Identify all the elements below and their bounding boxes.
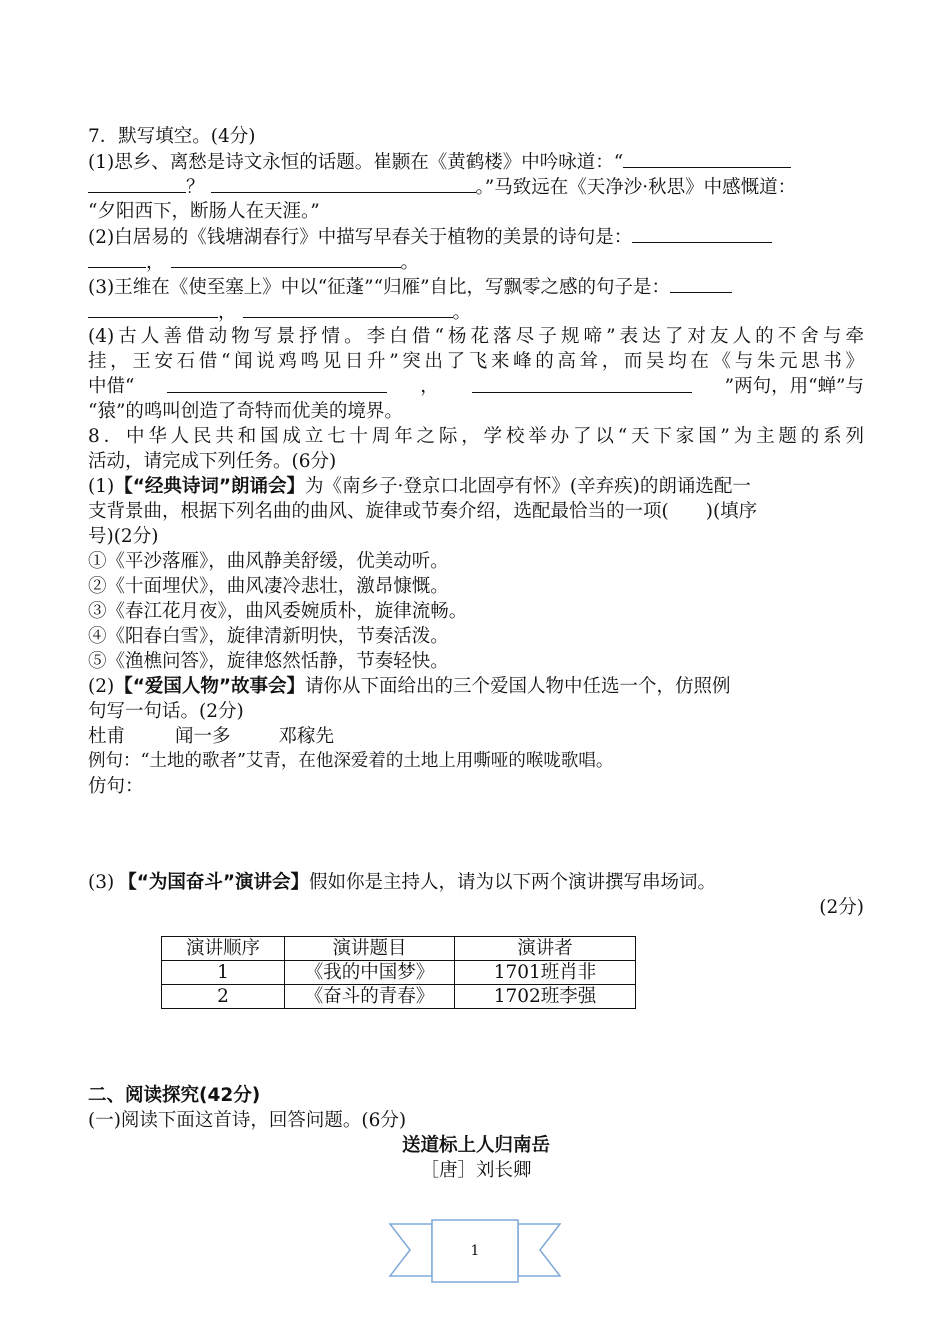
q7-part2-line2: ， 。 <box>88 249 864 274</box>
page-number: 1 <box>470 1243 480 1259</box>
task-title: 【“爱国人物”故事会】 <box>114 676 306 697</box>
answer-blank[interactable] <box>167 374 387 393</box>
q7-part4-line1: (4)古人善借动物写景抒情。李白借“杨花落尽子规啼”表达了对友人的不舍与牵 <box>88 326 864 347</box>
q8-task2-line1: (2)【“爱国人物”故事会】请你从下面给出的三个爱国人物中任选一个，仿照例 <box>88 676 731 697</box>
option-item: ⑤《渔樵问答》，旋律悠然恬静，节奏轻快。 <box>88 651 449 672</box>
table-header-row <box>162 937 636 961</box>
option-item: ④《阳春白雪》，旋律清新明快，节奏活泼。 <box>88 626 449 647</box>
q8-heading-line1: 8．中华人民共和国成立七十周年之际，学校举办了以“天下家国”为主题的系列 <box>88 426 864 447</box>
q8-task3-line1: (3) 【“为国奋斗”演讲会】假如你是主持人，请为以下两个演讲撰写串场词。 <box>88 872 717 893</box>
column-header: 演讲题目 <box>285 937 455 961</box>
table-cell: 《奋斗的青春》 <box>285 985 455 1009</box>
option-item: ②《十面埋伏》，曲风凄冷悲壮，激昂慷慨。 <box>88 576 449 597</box>
answer-blank[interactable] <box>88 174 186 193</box>
table-cell: 1702班李强 <box>455 985 636 1009</box>
q7-part1-line1: (1)思乡、离愁是诗文永恒的话题。崔颢在《黄鹤楼》中吟咏道：“ <box>88 149 864 174</box>
answer-blank[interactable] <box>171 249 401 268</box>
column-header: 演讲顺序 <box>162 937 285 961</box>
task-title: 【“经典诗词”朗诵会】 <box>114 476 306 497</box>
table-row <box>162 961 636 985</box>
q7-part3-line2: ， 。 <box>88 299 864 324</box>
section-two-subheading: (一)阅读下面这首诗，回答问题。(6分) <box>88 1110 407 1131</box>
answer-blank[interactable] <box>88 249 146 268</box>
q8-task2-line2: 句写一句话。(2分) <box>88 701 244 722</box>
section-two-heading: 二、阅读探究(42分) <box>88 1085 261 1106</box>
table-cell: 2 <box>162 985 285 1009</box>
speech-table <box>161 936 636 1009</box>
column-header: 演讲者 <box>455 937 636 961</box>
q7-part1-line2: ？ 。”马致远在《天净沙·秋思》中感慨道： <box>88 174 864 199</box>
answer-blank[interactable] <box>623 149 791 168</box>
answer-blank[interactable] <box>243 299 453 318</box>
answer-blank[interactable] <box>670 274 732 293</box>
option-item: ③《春江花月夜》，曲风委婉质朴，旋律流畅。 <box>88 601 468 622</box>
table-cell: 《我的中国梦》 <box>285 961 455 985</box>
q7-part4-line4: “猿”的鸣叫创造了奇特而优美的境界。 <box>88 401 403 422</box>
q8-task1-line2: 支背景曲，根据下列名曲的曲风、旋律或节奏介绍，选配最恰当的一项( )(填序 <box>88 501 758 522</box>
people-list: 杜甫 闻一多 邓稼先 <box>88 726 335 747</box>
exam-page <box>88 124 864 1183</box>
page-footer <box>388 1218 562 1284</box>
table-cell: 1 <box>162 961 285 985</box>
example-sentence: 例句：“土地的歌者”艾青，在他深爱着的土地上用嘶哑的喉咙歌唱。 <box>88 751 614 771</box>
q7-part1-line3: “夕阳西下，断肠人在天涯。” <box>88 201 320 222</box>
q8-task3-score: (2分) <box>819 897 864 918</box>
q7-part3-line1: (3)王维在《使至塞上》中以“征蓬”“归雁”自比，写飘零之感的句子是： <box>88 274 864 299</box>
answer-blank[interactable] <box>211 174 476 193</box>
q8-heading-line2: 活动，请完成下列任务。(6分) <box>88 451 337 472</box>
table-row <box>162 985 636 1009</box>
q8-task1-line1: (1)【“经典诗词”朗诵会】为《南乡子·登京口北固亭有怀》(辛弃疾)的朗诵选配一 <box>88 476 751 497</box>
option-item: ①《平沙落雁》，曲风静美舒缓，优美动听。 <box>88 551 449 572</box>
q7-heading: 7．默写填空。(4分) <box>88 126 256 147</box>
task-title: 【“为国奋斗”演讲会】 <box>118 872 310 893</box>
q8-task1-line3: 号)(2分) <box>88 526 159 547</box>
imitate-label: 仿句： <box>88 776 144 797</box>
answer-blank[interactable] <box>472 374 692 393</box>
poem-author: ［唐］刘长卿 <box>420 1160 532 1181</box>
q7-part4-line2: 挂，王安石借“闻说鸡鸣见日升”突出了飞来峰的高耸，而吴均在《与朱元思书》 <box>88 351 864 372</box>
answer-blank[interactable] <box>632 224 772 243</box>
q7-part2-line1: (2)白居易的《钱塘湖春行》中描写早春关于植物的美景的诗句是： <box>88 224 864 249</box>
answer-blank[interactable] <box>88 299 218 318</box>
poem-title: 送道标上人归南岳 <box>401 1135 550 1156</box>
q7-part4-line3: 中借“ ， ”两句，用“蝉”与 <box>88 376 864 397</box>
table-cell: 1701班肖非 <box>455 961 636 985</box>
